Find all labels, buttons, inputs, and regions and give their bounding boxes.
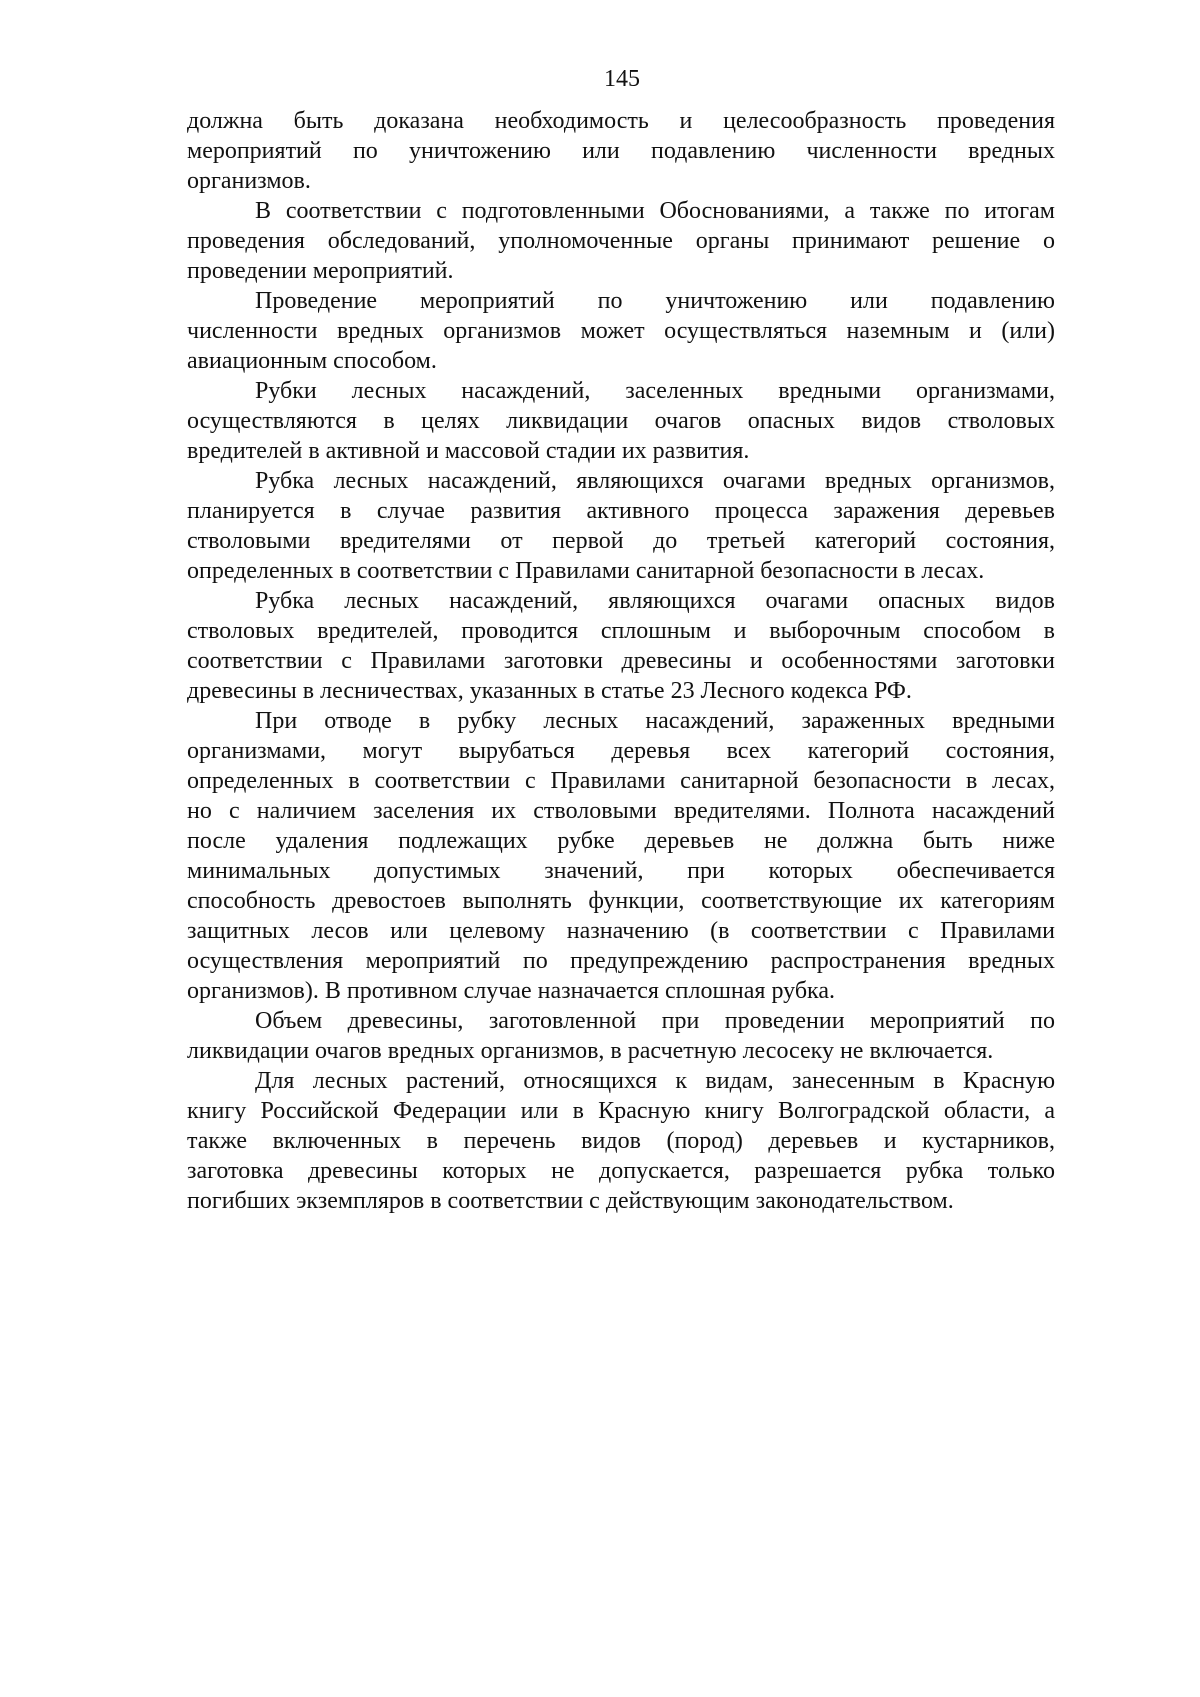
paragraph <box>187 1006 1055 1066</box>
text-line: ликвидации очагов вредных организмов, в расчетную лесосеку не включается. <box>187 1038 994 1064</box>
text-line: соответствии с Правилами заготовки древесины и особенностями заготовки <box>187 648 1055 674</box>
text-line: защитных лесов или целевому назначению (в соответствии с Правилами <box>187 918 1055 944</box>
text-line: также включенных в перечень видов (пород) деревьев и кустарников, <box>187 1128 1055 1154</box>
text-line: организмов). В противном случае назначается сплошная рубка. <box>187 978 835 1004</box>
text-line: вредителей в активной и массовой стадии их развития. <box>187 438 750 464</box>
text-line: численности вредных организмов может осуществляться наземным и (или) <box>187 318 1055 344</box>
document-body <box>187 106 1055 1216</box>
paragraph <box>187 286 1055 376</box>
paragraph <box>187 376 1055 466</box>
text-line: осуществления мероприятий по предупреждению распространения вредных <box>187 948 1055 974</box>
text-line: Для лесных растений, относящихся к видам, занесенным в Красную <box>255 1068 1055 1094</box>
text-line: погибших экземпляров в соответствии с действующим законодательством. <box>187 1188 954 1214</box>
text-line: организмов. <box>187 168 311 194</box>
text-line: проведении мероприятий. <box>187 258 454 284</box>
text-line: после удаления подлежащих рубке деревьев не должна быть ниже <box>187 828 1055 854</box>
text-line: проведения обследований, уполномоченные органы принимают решение о <box>187 228 1055 254</box>
text-line: Рубка лесных насаждений, являющихся очагами опасных видов <box>255 588 1055 614</box>
text-line: должна быть доказана необходимость и целесообразность проведения <box>187 108 1055 134</box>
text-line: Объем древесины, заготовленной при проведении мероприятий по <box>255 1008 1055 1034</box>
text-line: стволовыми вредителями от первой до третьей категорий состояния, <box>187 528 1055 554</box>
text-line: осуществляются в целях ликвидации очагов опасных видов стволовых <box>187 408 1055 434</box>
text-line: заготовка древесины которых не допускается, разрешается рубка только <box>187 1158 1055 1184</box>
text-line: В соответствии с подготовленными Обоснованиями, а также по итогам <box>255 198 1055 224</box>
text-line: минимальных допустимых значений, при которых обеспечивается <box>187 858 1055 884</box>
text-line: мероприятий по уничтожению или подавлению численности вредных <box>187 138 1055 164</box>
text-line: авиационным способом. <box>187 348 437 374</box>
text-line: организмами, могут вырубаться деревья всех категорий состояния, <box>187 738 1055 764</box>
text-line: определенных в соответствии с Правилами санитарной безопасности в лесах, <box>187 768 1055 794</box>
paragraph <box>187 586 1055 706</box>
text-line: способность древостоев выполнять функции, соответствующие их категориям <box>187 888 1055 914</box>
text-line: древесины в лесничествах, указанных в статье 23 Лесного кодекса РФ. <box>187 678 912 704</box>
text-line: планируется в случае развития активного процесса заражения деревьев <box>187 498 1055 524</box>
text-line: но с наличием заселения их стволовыми вредителями. Полнота насаждений <box>187 798 1055 824</box>
text-line: книгу Российской Федерации или в Красную книгу Волгоградской области, а <box>187 1098 1055 1124</box>
text-line: стволовых вредителей, проводится сплошным и выборочным способом в <box>187 618 1055 644</box>
text-line: При отводе в рубку лесных насаждений, зараженных вредными <box>255 708 1055 734</box>
paragraph <box>187 706 1055 1006</box>
paragraph <box>187 196 1055 286</box>
text-line: определенных в соответствии с Правилами санитарной безопасности в лесах. <box>187 558 985 584</box>
paragraph <box>187 1066 1055 1216</box>
page-number: 145 <box>604 66 640 92</box>
text-line: Рубки лесных насаждений, заселенных вредными организмами, <box>255 378 1055 404</box>
text-line: Проведение мероприятий по уничтожению или подавлению <box>255 288 1055 314</box>
paragraph <box>187 466 1055 586</box>
text-line: Рубка лесных насаждений, являющихся очагами вредных организмов, <box>255 468 1055 494</box>
paragraph <box>187 106 1055 196</box>
